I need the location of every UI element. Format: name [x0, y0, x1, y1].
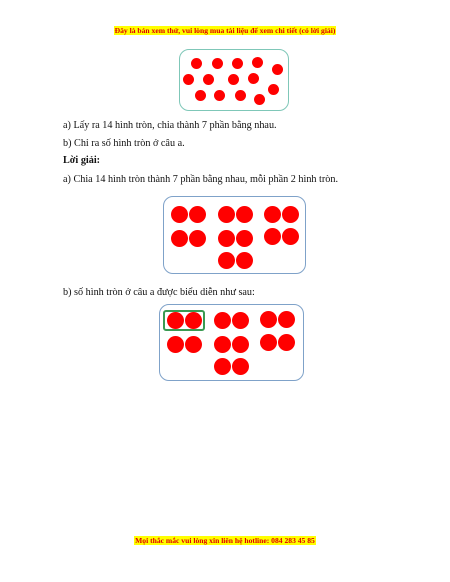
circle	[282, 206, 299, 223]
circle	[254, 94, 265, 105]
solution-part-a: a) Chia 14 hình tròn thành 7 phần bằng nhau, mỗi phần 2 hình tròn.	[63, 174, 339, 185]
circle	[232, 312, 249, 329]
circle	[264, 206, 281, 223]
question-part-b: b) Chỉ ra số hình tròn ở câu a.	[63, 138, 185, 149]
circle	[260, 334, 277, 351]
circle	[214, 312, 231, 329]
circle	[171, 206, 188, 223]
circle	[278, 311, 295, 328]
circle	[185, 336, 202, 353]
question-part-a: a) Lấy ra 14 hình tròn, chia thành 7 phần bằng nhau.	[63, 120, 277, 131]
circle	[212, 58, 223, 69]
circle	[203, 74, 214, 85]
preview-notice-text: Đây là bản xem thử, vui lòng mua tài liệu để xem chi tiết (có lời giải)	[114, 26, 336, 35]
circle	[189, 230, 206, 247]
hotline-text: Mọi thắc mắc vui lòng xin liên hệ hotline: 084 283 45 85	[135, 536, 315, 545]
circle	[167, 312, 184, 329]
circle	[260, 311, 277, 328]
circle	[214, 336, 231, 353]
circle	[236, 230, 253, 247]
circle	[264, 228, 281, 245]
circle	[195, 90, 206, 101]
circle	[252, 57, 263, 68]
circle	[236, 206, 253, 223]
circle	[268, 84, 279, 95]
circle	[272, 64, 283, 75]
circle	[282, 228, 299, 245]
circle	[228, 74, 239, 85]
circle	[235, 90, 246, 101]
solution-part-b: b) số hình tròn ở câu a được biểu diễn như sau:	[63, 287, 255, 298]
solution-label: Lời giải:	[63, 155, 101, 166]
circle	[278, 334, 295, 351]
circle	[218, 230, 235, 247]
circle	[232, 336, 249, 353]
circle	[236, 252, 253, 269]
circle	[232, 358, 249, 375]
circle	[167, 336, 184, 353]
circle	[183, 74, 194, 85]
circle	[218, 206, 235, 223]
hotline-banner	[0, 536, 450, 545]
circle	[189, 206, 206, 223]
circle	[214, 358, 231, 375]
circle	[191, 58, 202, 69]
preview-notice-banner	[0, 26, 450, 35]
circle	[248, 73, 259, 84]
circle	[214, 90, 225, 101]
circle	[218, 252, 235, 269]
circle	[232, 58, 243, 69]
circle	[185, 312, 202, 329]
circle	[171, 230, 188, 247]
